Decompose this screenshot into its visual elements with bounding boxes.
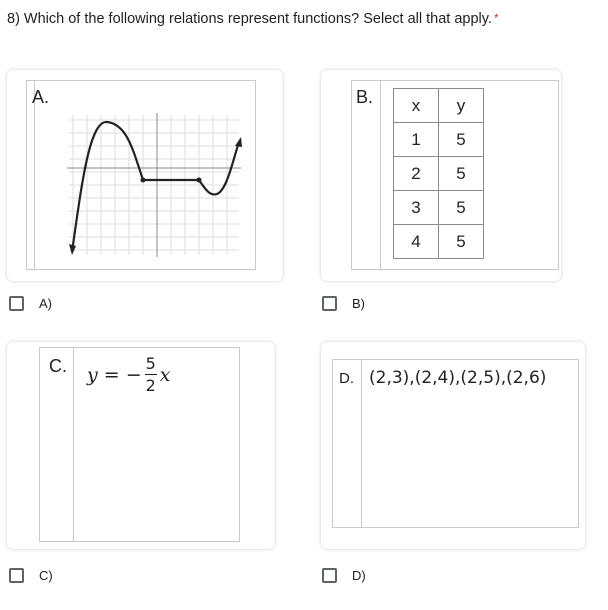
option-c-letter: C. — [49, 356, 67, 376]
option-image-card-c — [7, 342, 275, 549]
option-image-card-b — [321, 70, 561, 281]
checkbox-c[interactable] — [9, 568, 24, 583]
frame-divider-c — [73, 347, 74, 542]
frame-divider-d — [361, 359, 362, 528]
option-b-checkbox-row[interactable] — [322, 292, 365, 314]
fraction-numerator: 5 — [145, 354, 156, 373]
question-title — [7, 11, 499, 27]
question-text: 8) Which of the following relations represent functions? Select all that apply. — [7, 11, 492, 27]
table-cell: 1 — [394, 123, 439, 157]
checkbox-a[interactable] — [9, 296, 24, 311]
option-d-checkbox-row[interactable] — [322, 564, 366, 586]
checkbox-b[interactable] — [322, 296, 337, 311]
table-header-x: x — [394, 89, 439, 123]
option-image-card-d — [321, 342, 585, 549]
frame-divider-a — [34, 80, 35, 270]
option-c-checkbox-row[interactable] — [9, 564, 53, 586]
option-c-label: C) — [39, 567, 53, 583]
table-cell: 2 — [394, 157, 439, 191]
table-row — [394, 191, 484, 225]
linear-equation — [87, 354, 170, 395]
function-graph — [59, 110, 249, 260]
table-cell: 5 — [439, 157, 484, 191]
table-row — [394, 123, 484, 157]
required-asterisk: * — [493, 11, 499, 25]
equation-lhs: y = − — [87, 363, 142, 386]
option-a-label: A) — [39, 295, 52, 311]
option-b-label: B) — [352, 295, 365, 311]
ordered-pairs: (2,3),(2,4),(2,5),(2,6) — [369, 368, 547, 388]
option-image-card-a — [7, 70, 283, 281]
option-d-label: D) — [352, 567, 366, 583]
fraction-bar — [145, 374, 157, 375]
table-cell: 4 — [394, 225, 439, 259]
table-cell: 5 — [439, 225, 484, 259]
frame-divider-b — [380, 80, 381, 270]
table-cell: 3 — [394, 191, 439, 225]
table-cell: 5 — [439, 191, 484, 225]
equation-rhs: x — [159, 363, 171, 386]
fraction-denominator: 2 — [145, 376, 156, 395]
table-cell: 5 — [439, 123, 484, 157]
table-row — [394, 157, 484, 191]
checkbox-d[interactable] — [322, 568, 337, 583]
table-header-row — [394, 89, 484, 123]
table-header-y: y — [439, 89, 484, 123]
equation-fraction — [145, 354, 157, 395]
option-d-letter: D. — [339, 370, 354, 387]
option-a-letter: A. — [32, 87, 50, 107]
table-row — [394, 225, 484, 259]
xy-table — [393, 88, 484, 259]
option-a-checkbox-row[interactable] — [9, 292, 52, 314]
option-b-letter: B. — [356, 87, 374, 107]
